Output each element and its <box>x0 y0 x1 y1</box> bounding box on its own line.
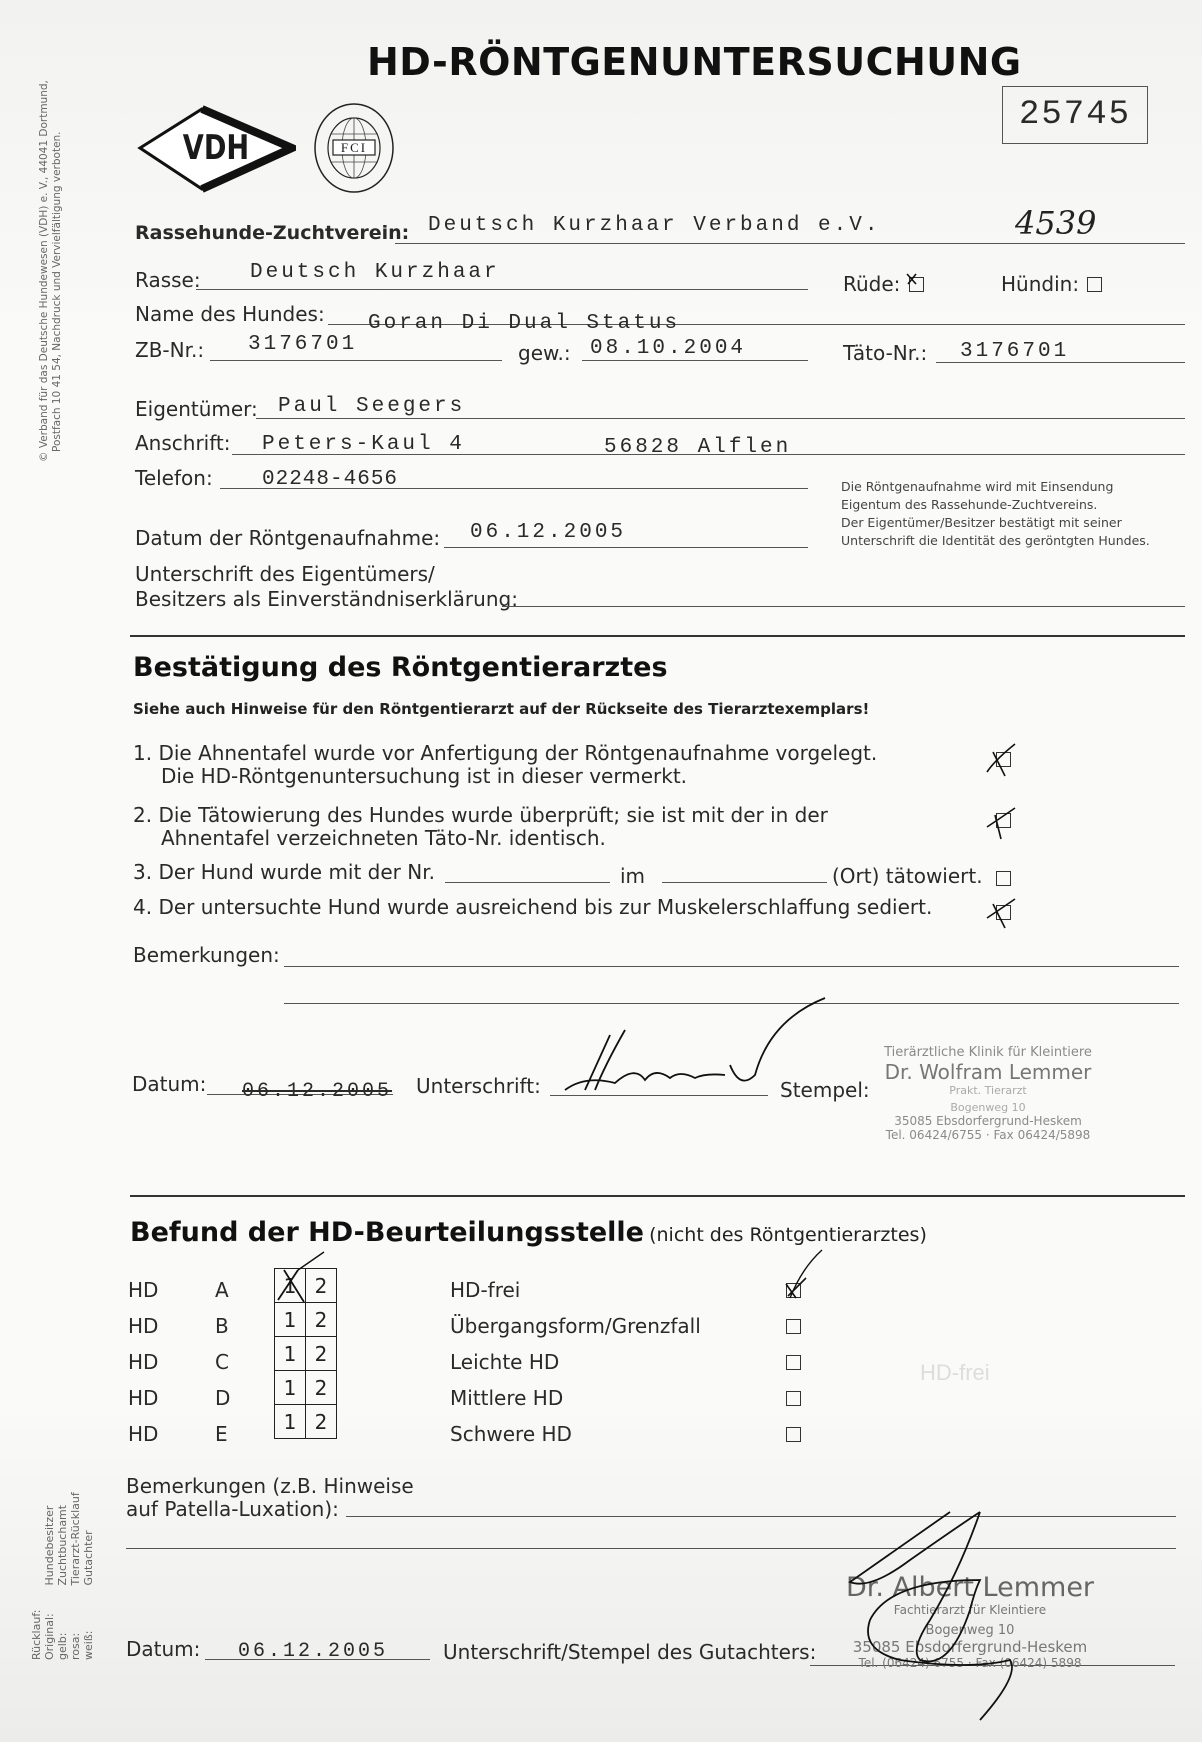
remarks-label-line-2: auf Patella-Luxation): <box>126 1497 339 1521</box>
check-mark-icon <box>905 272 919 286</box>
item-text: Die HD-Röntgenuntersuchung ist in dieser vermerkt. <box>161 764 688 788</box>
grade-prefix: HD <box>128 1314 159 1338</box>
result-label: Leichte HD <box>450 1350 560 1374</box>
born-label: gew.: <box>518 341 571 365</box>
address-label: Anschrift: <box>135 431 231 455</box>
result-label: Schwere HD <box>450 1422 572 1446</box>
grade-letter: E <box>215 1422 228 1446</box>
form-number: 25745 <box>1018 96 1132 134</box>
result-mittlere-checkbox[interactable] <box>786 1391 801 1406</box>
owner-label: Eigentümer: <box>135 397 258 421</box>
faint-imprint: HD-frei <box>920 1360 990 1385</box>
grade-letter: B <box>215 1314 229 1338</box>
check-mark-icon <box>782 1248 832 1300</box>
grade-cell[interactable]: 1 <box>275 1269 306 1303</box>
tattoo-place-line[interactable] <box>662 882 827 883</box>
finding-remarks-label <box>126 1475 414 1521</box>
grade-cell[interactable]: 1 <box>275 1303 306 1337</box>
item-text: Der untersuchte Hund wurde ausreichend bis zur Muskelerschlaffung sediert. <box>158 895 933 919</box>
handwritten-number: 4539 <box>1015 204 1097 242</box>
born-field[interactable]: 08.10.2004 <box>590 337 747 360</box>
owner-line <box>256 418 1185 419</box>
xray-date-field[interactable]: 06.12.2005 <box>470 521 627 544</box>
item-number: 4. <box>133 895 153 919</box>
vdh-logo-text: VDH <box>182 128 250 168</box>
born-line <box>582 360 808 361</box>
female-checkbox[interactable] <box>1087 277 1102 292</box>
distribution-value: Zuchtbuchamt <box>56 1504 69 1586</box>
address-city-field[interactable]: 56828 Alflen <box>604 436 792 459</box>
expert-signature-icon <box>830 1510 1070 1735</box>
stamp-line: Tel. (06424) 6755 · Fax (06424) 5898 <box>858 1656 1082 1670</box>
phone-label: Telefon: <box>135 466 213 490</box>
note-line: Unterschrift die Identität des geröntgten Hundes. <box>841 533 1150 548</box>
stamp-line: 35085 Ebsdorfergrund-Heskem <box>852 1638 1088 1656</box>
stamp-line: Tierärztliche Klinik für Kleintiere <box>884 1045 1092 1060</box>
stamp-line: Dr. Albert Lemmer <box>845 1572 1095 1603</box>
grade-cell[interactable]: 2 <box>306 1337 337 1371</box>
phone-field[interactable]: 02248-4656 <box>262 468 399 491</box>
grade-cell[interactable]: 2 <box>306 1371 337 1405</box>
vet-item-3-checkbox[interactable] <box>996 871 1011 886</box>
distribution-label: gelb: <box>56 1632 69 1660</box>
female-label: Hündin: <box>1001 272 1080 296</box>
breed-label: Rasse: <box>135 268 201 292</box>
check-mark-icon <box>985 805 1025 845</box>
finding-date-field[interactable]: 06.12.2005 <box>238 1640 389 1663</box>
item-number: 3. <box>133 860 153 884</box>
distribution-value: Hundebesitzer <box>43 1505 56 1586</box>
copyright-line-2: Postfach 10 41 54, Nachdruck und Vervielfältigung verboten. <box>51 131 63 452</box>
male-label: Rüde: <box>843 272 901 296</box>
copyright-note <box>38 80 64 462</box>
result-grenzfall-checkbox[interactable] <box>786 1319 801 1334</box>
consent-label-line-2: Besitzers als Einverständniserklärung: <box>135 587 518 611</box>
grade-prefix: HD <box>128 1278 159 1302</box>
vet-item-2 <box>133 804 828 850</box>
finding-date-label: Datum: <box>126 1637 201 1661</box>
vet-stamp-label: Stempel: <box>780 1078 870 1102</box>
fci-logo <box>313 102 395 194</box>
finding-heading <box>130 1217 927 1248</box>
item-text: Ahnentafel verzeichneten Täto-Nr. identisch. <box>161 826 606 850</box>
result-leichte-checkbox[interactable] <box>786 1355 801 1370</box>
grade-cell[interactable]: 1 <box>275 1337 306 1371</box>
result-label: HD-frei <box>450 1278 521 1302</box>
note-line: Die Röntgenaufnahme wird mit Einsendung <box>841 479 1114 494</box>
result-schwere-checkbox[interactable] <box>786 1427 801 1442</box>
vet-section-heading: Bestätigung des Röntgentierarztes <box>133 652 668 683</box>
stamp-line: Dr. Wolfram Lemmer <box>884 1060 1092 1084</box>
grade-cell[interactable]: 1 <box>275 1371 306 1405</box>
remarks-label-line-1: Bemerkungen (z.B. Hinweise <box>126 1474 414 1498</box>
grade-letter: C <box>215 1350 229 1374</box>
vet-date-field[interactable]: 06.12.2005 <box>242 1080 393 1103</box>
grade-letter: D <box>215 1386 231 1410</box>
vet-remarks-label: Bemerkungen: <box>133 943 280 967</box>
check-mark-icon <box>985 740 1025 780</box>
page-title: HD-RÖNTGENUNTERSUCHUNG <box>367 40 1022 84</box>
stamp-line: Bogenweg 10 <box>925 1623 1015 1638</box>
item-number: 1. <box>133 741 153 765</box>
vet-remarks-line-1[interactable] <box>284 966 1179 967</box>
breed-field[interactable]: Deutsch Kurzhaar <box>250 261 500 284</box>
grade-cell[interactable]: 2 <box>306 1269 337 1303</box>
grade-cell[interactable]: 2 <box>306 1405 337 1439</box>
vet-signature-label: Unterschrift: <box>416 1074 541 1098</box>
form-number-box <box>1002 86 1148 144</box>
zb-field[interactable]: 3176701 <box>248 333 358 356</box>
xray-date-label: Datum der Röntgenaufnahme: <box>135 526 441 550</box>
item-text: im <box>620 864 646 888</box>
distribution-label: Rücklauf: <box>30 1609 43 1660</box>
vet-item-3 <box>133 860 435 884</box>
distribution-value: Tierarzt-Rücklauf <box>69 1492 82 1586</box>
club-label: Rassehunde-Zuchtverein: <box>135 222 410 244</box>
owner-field[interactable]: Paul Seegers <box>278 395 466 418</box>
finding-heading-text: Befund der HD-Beurteilungsstelle <box>130 1217 644 1248</box>
club-field[interactable]: Deutsch Kurzhaar Verband e.V. <box>428 214 881 237</box>
grade-prefix: HD <box>128 1422 159 1446</box>
stamp-line: Prakt. Tierarzt <box>949 1084 1027 1097</box>
vet-item-1 <box>133 742 877 788</box>
dog-name-field[interactable]: Goran Di Dual Status <box>368 312 681 335</box>
item-number: 2. <box>133 803 153 827</box>
zb-label: ZB-Nr.: <box>135 338 205 362</box>
stamp-line: Tel. 06424/6755 · Fax 06424/5898 <box>885 1128 1091 1142</box>
result-label: Übergangsform/Grenzfall <box>450 1314 701 1338</box>
club-line <box>395 243 1185 244</box>
item-text: Die Ahnentafel wurde vor Anfertigung der Röntgenaufnahme vorgelegt. <box>158 741 878 765</box>
distribution-note <box>30 1492 95 1660</box>
tattoo-label: Täto-Nr.: <box>843 341 928 365</box>
consent-label-line-1: Unterschrift des Eigentümers/ <box>135 562 435 586</box>
stamp-line: 35085 Ebsdorfergrund-Heskem <box>894 1114 1082 1128</box>
result-labels <box>450 1272 701 1452</box>
tattoo-number-line[interactable] <box>445 882 610 883</box>
item-text: (Ort) tätowiert. <box>832 864 983 888</box>
vet-section-subheading: Siehe auch Hinweise für den Röntgentierarzt auf der Rückseite des Tierarztexemplars! <box>133 700 870 718</box>
grade-prefixes <box>128 1272 158 1452</box>
consent-label <box>135 562 518 612</box>
copyright-line-1: © Verband für das Deutsche Hundewesen (VDH) e. V., 44041 Dortmund, <box>38 80 50 462</box>
zb-line <box>210 360 502 361</box>
distribution-label: Original: <box>43 1613 56 1660</box>
vet-item-4 <box>133 895 932 919</box>
grade-row <box>275 1405 337 1439</box>
finding-signature-label: Unterschrift/Stempel des Gutachters: <box>443 1640 817 1664</box>
stamp-line: Bogenweg 10 <box>950 1101 1026 1114</box>
grade-cell[interactable]: 2 <box>306 1303 337 1337</box>
breed-line <box>196 289 808 290</box>
grade-row <box>275 1371 337 1405</box>
consent-signature-line[interactable] <box>502 606 1185 607</box>
tattoo-field[interactable]: 3176701 <box>960 340 1070 363</box>
grade-row <box>275 1337 337 1371</box>
finding-heading-note: (nicht des Röntgentierarztes) <box>649 1224 927 1246</box>
xray-date-line <box>444 547 808 548</box>
cross-mark-icon <box>272 1250 332 1308</box>
item-text: Die Tätowierung des Hundes wurde überprüft; sie ist mit der in der <box>158 803 828 827</box>
address-street-field[interactable]: Peters-Kaul 4 <box>262 433 465 456</box>
check-mark-icon <box>985 896 1025 936</box>
distribution-label: weiß: <box>82 1630 95 1660</box>
section-divider <box>130 635 1185 637</box>
grade-letter: A <box>215 1278 229 1302</box>
fci-logo-text: FCI <box>340 140 368 155</box>
grade-cell[interactable]: 1 <box>275 1405 306 1439</box>
vet-date-label: Datum: <box>132 1072 207 1096</box>
ownership-note <box>841 478 1150 550</box>
grade-letters <box>215 1272 230 1452</box>
item-text: Der Hund wurde mit der Nr. <box>158 860 435 884</box>
section-divider <box>130 1195 1185 1197</box>
distribution-label: rosa: <box>69 1632 82 1660</box>
vdh-logo <box>136 104 296 194</box>
grade-prefix: HD <box>128 1350 159 1374</box>
stamp-line: Fachtierarzt für Kleintiere <box>893 1603 1047 1617</box>
note-line: Eigentum des Rassehunde-Zuchtvereins. <box>841 497 1098 512</box>
result-label: Mittlere HD <box>450 1386 564 1410</box>
distribution-value: Gutachter <box>82 1530 95 1586</box>
dog-name-label: Name des Hundes: <box>135 302 325 326</box>
vet-stamp <box>858 1045 1118 1142</box>
grade-prefix: HD <box>128 1386 159 1410</box>
note-line: Der Eigentümer/Besitzer bestätigt mit seiner <box>841 515 1122 530</box>
